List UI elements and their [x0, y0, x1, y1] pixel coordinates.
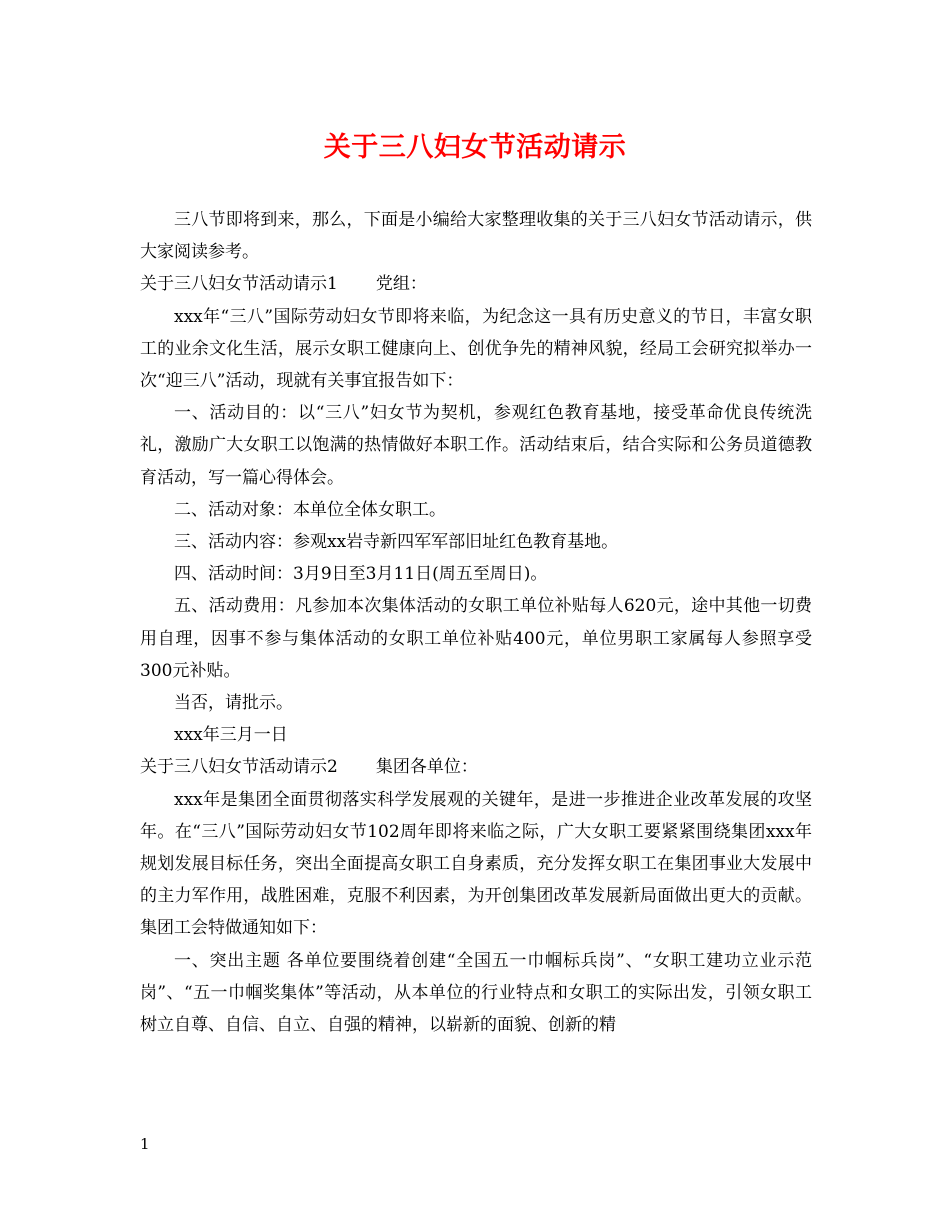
intro-paragraph: 三八节即将到来，那么，下面是小编给大家整理收集的关于三八妇女节活动请示，供大家阅读参考。: [140, 210, 812, 263]
section-1-addressee: 党组：: [375, 274, 427, 295]
section-1-closing: 当否，请批示。: [174, 693, 293, 714]
section-2-heading: 关于三八妇女节活动请示2: [140, 757, 338, 778]
section-2-heading-line: [140, 751, 812, 783]
document-title: 关于三八妇女节活动请示: [323, 132, 627, 163]
section-1-paragraph: 二、活动对象：本单位全体女职工。: [174, 499, 446, 520]
section-1-heading-line: [140, 268, 812, 300]
section-2-paragraph: 一、突出主题 各单位要围绕着创建“全国五一巾帼标兵岗”、“女职工建功立业示范岗”、“五一巾帼奖集体”等活动，从本单位的行业特点和女职工的实际出发，引领女职工树立自尊、自信、自立、自强的精神，以崭新的面貌、创新的精: [140, 950, 812, 1036]
section-2-addressee: 集团各单位：: [375, 757, 478, 778]
section-1-paragraph: 四、活动时间：3月9日至3月11日(周五至周日)。: [174, 564, 548, 585]
section-1-paragraph: 三、活动内容：参观xx岩寺新四军军部旧址红色教育基地。: [174, 532, 619, 553]
section-1-paragraph: 五、活动费用：凡参加本次集体活动的女职工单位补贴每人620元，途中其他一切费用自理，因事不参与集体活动的女职工单位补贴400元，单位男职工家属每人参照享受300元补贴。: [140, 596, 812, 681]
section-1-paragraph: 一、活动目的：以“三八”妇女节为契机，参观红色教育基地，接受革命优良传统洗礼，激励广大女职工以饱满的热情做好本职工作。活动结束后，结合实际和公务员道德教育活动，写一篇心得体会。: [140, 403, 812, 488]
page-number: 1: [140, 1135, 150, 1153]
section-2-paragraph: xxx年是集团全面贯彻落实科学发展观的关键年，是进一步推进企业改革发展的攻坚年。在“三八”国际劳动妇女节102周年即将来临之际，广大女职工要紧紧围绕集团xxx年规划发展目标任务，突出全面提高女职工自身素质，充分发挥女职工在集团事业大发展中的主力军作用，战胜困难，克服不利因素，为开创集团改革发展新局面做出更大的贡献。集团工会特做通知如下：: [140, 789, 812, 939]
document-body: [140, 204, 812, 1041]
section-1-date: xxx年三月一日: [174, 725, 288, 746]
section-1-heading: 关于三八妇女节活动请示1: [140, 274, 338, 295]
section-1-paragraph: xxx年“三八”国际劳动妇女节即将来临，为纪念这一具有历史意义的节日，丰富女职工的业余文化生活，展示女职工健康向上、创优争先的精神风貌，经局工会研究拟举办一次“迎三八”活动，现就有关事宜报告如下：: [140, 306, 812, 392]
